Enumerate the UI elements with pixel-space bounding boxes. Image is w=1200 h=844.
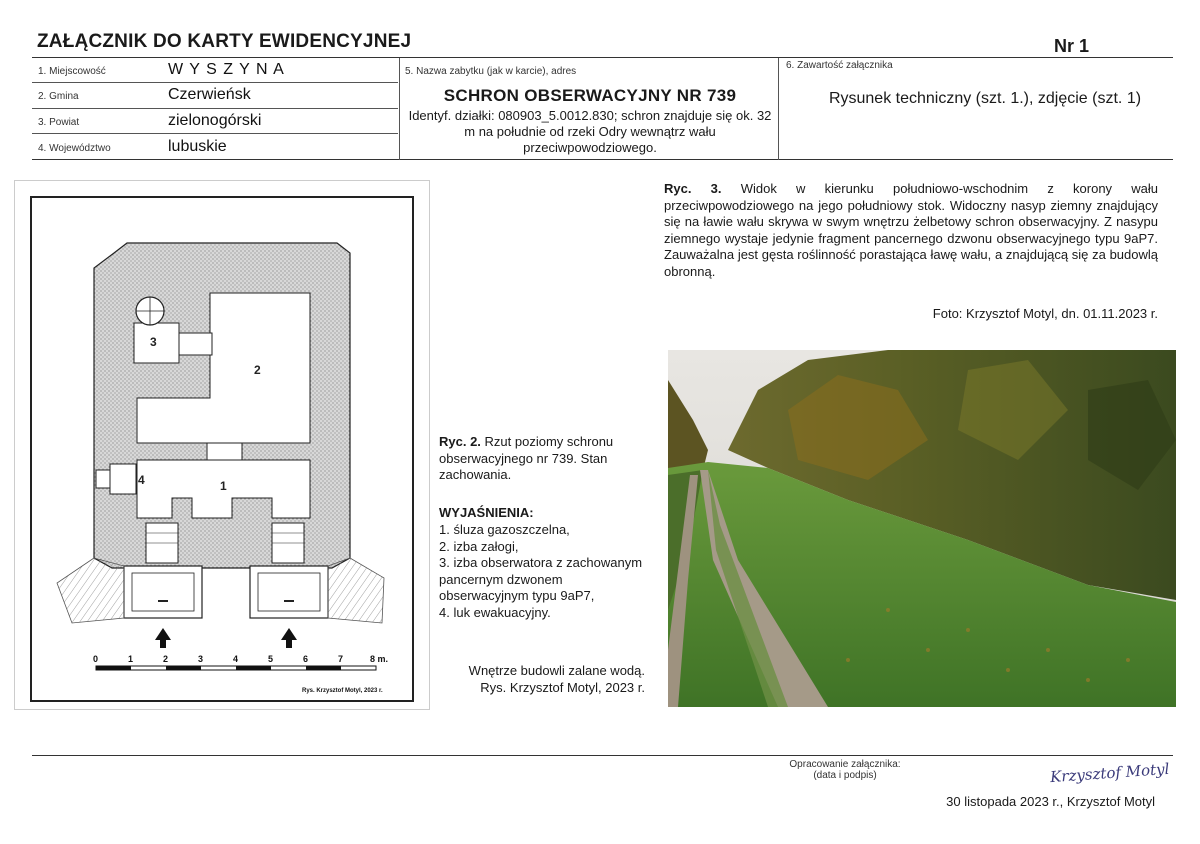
scale-tick: 5 [268, 654, 274, 664]
scale-bar [96, 666, 376, 670]
slope-right [328, 558, 384, 623]
legend-list [439, 522, 649, 621]
fig2-caption [439, 434, 649, 484]
field-label-commune: 2. Gmina [38, 91, 79, 102]
footer-date-author: 30 listopada 2023 r., Krzysztof Motyl [946, 794, 1155, 809]
footer-rule [32, 755, 1173, 756]
arrow-up-icon [155, 628, 171, 648]
field-label-locality: 1. Miejscowość [38, 66, 106, 77]
room-label-2: 2 [254, 363, 261, 377]
monument-description: Identyf. działki: 080903_5.0012.830; schron znajduje się ok. 32 m na południe od rzeki Odry wewnątrz wału przeciwpowodziowego. [408, 108, 772, 155]
scale-tick: 8 m. [370, 654, 389, 664]
scale-tick: 4 [233, 654, 239, 664]
fig3-caption [664, 181, 1158, 280]
monument-title: SCHRON OBSERWACYJNY NR 739 [443, 86, 737, 105]
document-number: Nr 1 [1054, 36, 1090, 56]
scale-tick: 3 [198, 654, 204, 664]
plan-drawing-frame [30, 196, 414, 702]
room-label-4: 4 [138, 473, 145, 487]
column-divider [778, 58, 779, 160]
fig3-label: Ryc. 3. [664, 181, 722, 196]
fig3-text: Widok w kierunku południowo-wschodnim z korony wału przeciwpowodziowego na jego południowy stok. Widoczny nasyp ziemny znajdujący się na ławie wału skrywa w swym wnętrzu żelbetowy schron obserwacyjny. Z nasypu ziemnego wystaje jedynie fragment pancernego dzwonu obserwacyjnego typu 9aP7. Zauważalna jest gęsta roślinność porastająca ławę wału, a znajdującą się za budowlą obronną. [664, 181, 1158, 279]
scale-tick: 7 [338, 654, 344, 664]
passage [177, 333, 212, 355]
document-title: ZAŁĄCZNIK DO KARTY EWIDENCYJNEJ [37, 31, 412, 52]
fig2-text: Rzut poziomy schronu obserwacyjnego nr 739. Stan zachowania. [439, 434, 614, 482]
legend-item: 2. izba załogi, [439, 538, 519, 554]
header-rule [32, 57, 1173, 58]
legend-item: 1. śluza gazoszczelna, [439, 522, 570, 537]
room-label-3: 3 [150, 335, 157, 349]
scale-tick: 1 [128, 654, 134, 664]
column-divider [399, 58, 400, 160]
field-value-commune: Czerwieńsk [168, 86, 251, 103]
scale-tick: 0 [93, 654, 99, 664]
fig2-label: Ryc. 2. [439, 434, 481, 449]
field-label-voivodeship: 4. Województwo [38, 143, 111, 154]
entrance-pit-right [250, 566, 328, 618]
plan-author: Rys. Krzysztof Motyl, 2023 r. [302, 688, 383, 694]
entrance-pit-left [124, 566, 202, 618]
arrow-up-icon [281, 628, 297, 648]
scale-tick: 6 [303, 654, 309, 664]
row-rule [32, 133, 398, 134]
field-value-county: zielonogórski [168, 112, 262, 129]
legend-item: 4. luk ewakuacyjny. [439, 604, 551, 620]
floor-plan-drawing [32, 198, 412, 700]
header-bottom-rule [32, 159, 1173, 160]
fig2-author: Rys. Krzysztof Motyl, 2023 r. [480, 680, 645, 695]
field-label-county: 3. Powiat [38, 117, 80, 128]
footer-label [760, 759, 930, 781]
contents-value: Rysunek techniczny (szt. 1.), zdjęcie (szt. 1) [828, 90, 1142, 107]
contents-label: 6. Zawartość załącznika [786, 60, 893, 71]
footer-label-line: (data i podpis) [813, 770, 877, 781]
room-4-hatch [110, 464, 136, 494]
scale-tick: 2 [163, 654, 169, 664]
slope-left [57, 558, 124, 623]
embankment-photo [668, 350, 1176, 707]
row-rule [32, 82, 398, 83]
handwritten-signature: Krzysztof Motyl [1049, 759, 1170, 787]
monument-label: 5. Nazwa zabytku (jak w karcie), adres [405, 66, 577, 77]
legend-title: WYJAŚNIENIA: [439, 505, 534, 520]
photo-credit: Foto: Krzysztof Motyl, dn. 01.11.2023 r. [932, 306, 1158, 321]
footer-label-line: Opracowanie załącznika: [789, 759, 901, 770]
field-value-locality: W Y S Z Y N A [168, 61, 285, 78]
fig2-note: Wnętrze budowli zalane wodą. [468, 663, 645, 678]
room-label-1: 1 [220, 479, 227, 493]
legend-item: 3. izba obserwatora z zachowanym pancernym dzwonem obserwacyjnym typu 9aP7, [439, 555, 643, 603]
field-value-voivodeship: lubuskie [168, 138, 227, 155]
row-rule [32, 108, 398, 109]
photo-illustration [668, 350, 1176, 707]
